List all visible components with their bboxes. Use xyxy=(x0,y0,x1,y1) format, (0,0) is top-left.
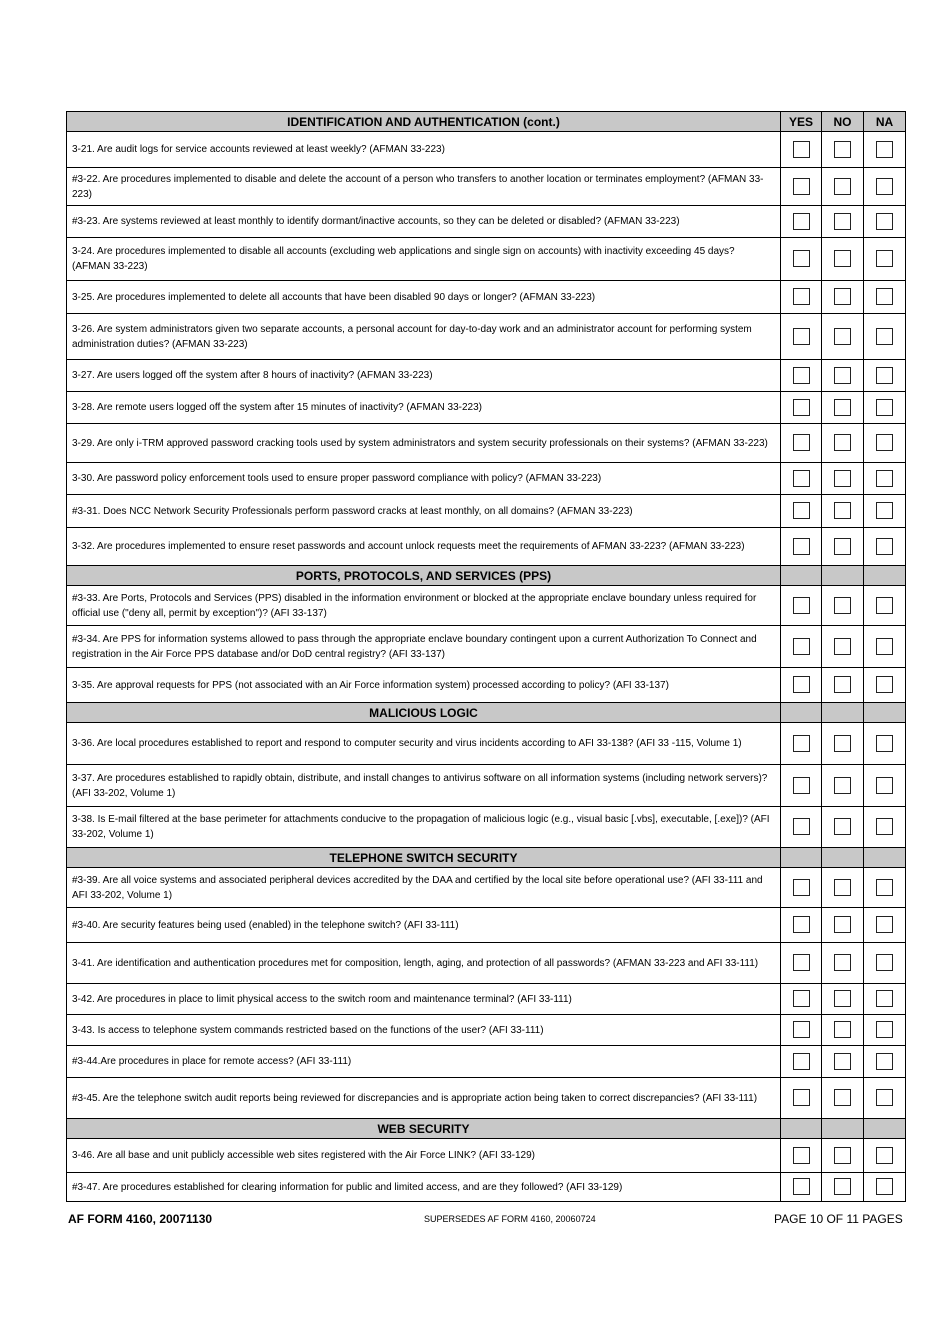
no-cell xyxy=(822,495,864,528)
na-cell xyxy=(864,943,906,984)
question-text: #3-44.Are procedures in place for remote access? (AFI 33-111) xyxy=(67,1046,781,1078)
question-row xyxy=(67,626,906,668)
question-text: 3-35. Are approval requests for PPS (not associated with an Air Force information system) processed according to policy? (AFI 33-137) xyxy=(67,668,781,703)
no-checkbox[interactable] xyxy=(834,818,851,835)
yes-cell xyxy=(781,908,822,943)
yes-checkbox[interactable] xyxy=(793,1178,810,1195)
no-checkbox[interactable] xyxy=(834,502,851,519)
yes-cell xyxy=(781,723,822,765)
question-row xyxy=(67,1173,906,1202)
yes-checkbox[interactable] xyxy=(793,818,810,835)
section-header-cell xyxy=(822,703,864,723)
na-checkbox[interactable] xyxy=(876,879,893,896)
na-checkbox[interactable] xyxy=(876,288,893,305)
no-checkbox[interactable] xyxy=(834,954,851,971)
na-checkbox[interactable] xyxy=(876,434,893,451)
question-row xyxy=(67,281,906,314)
question-text: #3-34. Are PPS for information systems allowed to pass through the appropriate enclave boundary contingent upon a current Authorization To Connect and registration in the Air Force PPS database and/or DoD central registry? (AFI 33-137) xyxy=(67,626,781,668)
section-title: MALICIOUS LOGIC xyxy=(67,703,781,723)
na-checkbox[interactable] xyxy=(876,990,893,1007)
na-cell xyxy=(864,765,906,807)
na-cell xyxy=(864,1139,906,1173)
yes-checkbox[interactable] xyxy=(793,638,810,655)
question-text: #3-40. Are security features being used (enabled) in the telephone switch? (AFI 33-111) xyxy=(67,908,781,943)
question-text: 3-26. Are system administrators given two separate accounts, a personal account for day-to-day work and an administrator account for performing system administration duties? (AFMAN 33-223) xyxy=(67,314,781,360)
na-cell xyxy=(864,807,906,848)
question-row xyxy=(67,495,906,528)
question-row xyxy=(67,723,906,765)
question-text: #3-45. Are the telephone switch audit reports being reviewed for discrepancies and is appropriate action being taken to correct discrepancies? (AFI 33-111) xyxy=(67,1078,781,1119)
section-header-cell xyxy=(781,703,822,723)
question-text: 3-27. Are users logged off the system after 8 hours of inactivity? (AFMAN 33-223) xyxy=(67,360,781,392)
question-text: 3-42. Are procedures in place to limit physical access to the switch room and maintenance terminal? (AFI 33-111) xyxy=(67,984,781,1015)
page-number: PAGE 10 OF 11 PAGES xyxy=(774,1212,903,1226)
na-cell xyxy=(864,1078,906,1119)
na-cell xyxy=(864,281,906,314)
no-cell xyxy=(822,360,864,392)
no-checkbox[interactable] xyxy=(834,1147,851,1164)
no-cell xyxy=(822,908,864,943)
yes-checkbox[interactable] xyxy=(793,1053,810,1070)
yes-cell xyxy=(781,132,822,168)
yes-cell xyxy=(781,206,822,238)
no-checkbox[interactable] xyxy=(834,879,851,896)
section-title: WEB SECURITY xyxy=(67,1119,781,1139)
na-checkbox[interactable] xyxy=(876,735,893,752)
no-cell xyxy=(822,765,864,807)
yes-checkbox[interactable] xyxy=(793,250,810,267)
no-checkbox[interactable] xyxy=(834,178,851,195)
question-text: 3-21. Are audit logs for service accounts reviewed at least weekly? (AFMAN 33-223) xyxy=(67,132,781,168)
no-cell xyxy=(822,1078,864,1119)
na-checkbox[interactable] xyxy=(876,1089,893,1106)
na-cell xyxy=(864,626,906,668)
question-row xyxy=(67,392,906,424)
yes-cell xyxy=(781,668,822,703)
na-cell xyxy=(864,463,906,495)
no-column-header: NO xyxy=(822,112,864,132)
no-cell xyxy=(822,1015,864,1046)
section-header-cell xyxy=(864,566,906,586)
yes-checkbox[interactable] xyxy=(793,990,810,1007)
question-text: #3-39. Are all voice systems and associated peripheral devices accredited by the DAA and certified by the local site before operational use? (AFI 33-111 and AFI 33-202, Volume 1) xyxy=(67,868,781,908)
yes-checkbox[interactable] xyxy=(793,502,810,519)
section-header-row xyxy=(67,1119,906,1139)
section-header-cell xyxy=(781,1119,822,1139)
no-checkbox[interactable] xyxy=(834,470,851,487)
na-cell xyxy=(864,586,906,626)
no-checkbox[interactable] xyxy=(834,1021,851,1038)
no-cell xyxy=(822,528,864,566)
no-checkbox[interactable] xyxy=(834,1178,851,1195)
question-row xyxy=(67,1015,906,1046)
na-checkbox[interactable] xyxy=(876,1021,893,1038)
question-row xyxy=(67,1078,906,1119)
yes-checkbox[interactable] xyxy=(793,954,810,971)
no-checkbox[interactable] xyxy=(834,141,851,158)
section-header-cell xyxy=(781,848,822,868)
na-checkbox[interactable] xyxy=(876,250,893,267)
no-checkbox[interactable] xyxy=(834,1089,851,1106)
question-row xyxy=(67,168,906,206)
no-checkbox[interactable] xyxy=(834,916,851,933)
na-cell xyxy=(864,495,906,528)
no-cell xyxy=(822,1046,864,1078)
yes-checkbox[interactable] xyxy=(793,470,810,487)
question-row xyxy=(67,943,906,984)
na-cell xyxy=(864,168,906,206)
no-checkbox[interactable] xyxy=(834,1053,851,1070)
na-cell xyxy=(864,723,906,765)
no-cell xyxy=(822,807,864,848)
na-cell xyxy=(864,868,906,908)
na-cell xyxy=(864,314,906,360)
no-cell xyxy=(822,668,864,703)
yes-cell xyxy=(781,765,822,807)
yes-cell xyxy=(781,392,822,424)
yes-checkbox[interactable] xyxy=(793,178,810,195)
yes-checkbox[interactable] xyxy=(793,735,810,752)
no-checkbox[interactable] xyxy=(834,213,851,230)
no-cell xyxy=(822,626,864,668)
no-cell xyxy=(822,424,864,463)
no-cell xyxy=(822,168,864,206)
na-cell xyxy=(864,668,906,703)
na-cell xyxy=(864,206,906,238)
no-checkbox[interactable] xyxy=(834,538,851,555)
question-text: 3-43. Is access to telephone system commands restricted based on the functions of the user? (AFI 33-111) xyxy=(67,1015,781,1046)
no-cell xyxy=(822,132,864,168)
section-header-cell xyxy=(822,848,864,868)
na-cell xyxy=(864,424,906,463)
question-row xyxy=(67,668,906,703)
no-cell xyxy=(822,1139,864,1173)
yes-cell xyxy=(781,586,822,626)
na-cell xyxy=(864,1015,906,1046)
na-checkbox[interactable] xyxy=(876,916,893,933)
na-checkbox[interactable] xyxy=(876,367,893,384)
section-header-cell xyxy=(864,1119,906,1139)
no-checkbox[interactable] xyxy=(834,250,851,267)
question-row xyxy=(67,1046,906,1078)
question-text: 3-30. Are password policy enforcement tools used to ensure proper password compliance with policy? (AFMAN 33-223) xyxy=(67,463,781,495)
yes-cell xyxy=(781,943,822,984)
na-cell xyxy=(864,238,906,281)
na-checkbox[interactable] xyxy=(876,954,893,971)
question-row xyxy=(67,132,906,168)
na-checkbox[interactable] xyxy=(876,676,893,693)
na-cell xyxy=(864,528,906,566)
no-cell xyxy=(822,723,864,765)
yes-checkbox[interactable] xyxy=(793,597,810,614)
yes-cell xyxy=(781,528,822,566)
na-cell xyxy=(864,1173,906,1202)
yes-checkbox[interactable] xyxy=(793,399,810,416)
na-checkbox[interactable] xyxy=(876,399,893,416)
yes-checkbox[interactable] xyxy=(793,288,810,305)
yes-cell xyxy=(781,807,822,848)
no-checkbox[interactable] xyxy=(834,288,851,305)
question-text: 3-37. Are procedures established to rapidly obtain, distribute, and install changes to antivirus software on all information systems (including network servers)? (AFI 33-202, Volume 1) xyxy=(67,765,781,807)
yes-cell xyxy=(781,168,822,206)
yes-checkbox[interactable] xyxy=(793,676,810,693)
yes-checkbox[interactable] xyxy=(793,434,810,451)
na-cell xyxy=(864,1046,906,1078)
no-checkbox[interactable] xyxy=(834,399,851,416)
question-text: 3-28. Are remote users logged off the system after 15 minutes of inactivity? (AFMAN 33-223) xyxy=(67,392,781,424)
yes-checkbox[interactable] xyxy=(793,1147,810,1164)
yes-cell xyxy=(781,1173,822,1202)
question-text: #3-22. Are procedures implemented to disable and delete the account of a person who transfers to another location or terminates employment? (AFMAN 33-223) xyxy=(67,168,781,206)
yes-cell xyxy=(781,984,822,1015)
yes-cell xyxy=(781,281,822,314)
checklist-table xyxy=(66,111,906,1202)
no-cell xyxy=(822,463,864,495)
yes-cell xyxy=(781,424,822,463)
question-text: 3-36. Are local procedures established to report and respond to computer security and virus incidents according to AFI 33-138? (AFI 33 -115, Volume 1) xyxy=(67,723,781,765)
yes-checkbox[interactable] xyxy=(793,1021,810,1038)
yes-checkbox[interactable] xyxy=(793,777,810,794)
question-row xyxy=(67,206,906,238)
question-text: 3-25. Are procedures implemented to delete all accounts that have been disabled 90 days or longer? (AFMAN 33-223) xyxy=(67,281,781,314)
na-checkbox[interactable] xyxy=(876,1053,893,1070)
yes-cell xyxy=(781,463,822,495)
question-row xyxy=(67,528,906,566)
question-text: 3-38. Is E-mail filtered at the base perimeter for attachments conducive to the propagation of malicious logic (e.g., visual basic [.vbs], executable, [.exe])? (AFI 33-202, Volume 1) xyxy=(67,807,781,848)
header-row xyxy=(67,112,906,132)
question-row xyxy=(67,238,906,281)
na-checkbox[interactable] xyxy=(876,777,893,794)
question-text: 3-29. Are only i-TRM approved password cracking tools used by system administrators and system security professionals on their systems? (AFMAN 33-223) xyxy=(67,424,781,463)
no-cell xyxy=(822,984,864,1015)
section-title: PORTS, PROTOCOLS, AND SERVICES (PPS) xyxy=(67,566,781,586)
no-checkbox[interactable] xyxy=(834,367,851,384)
no-checkbox[interactable] xyxy=(834,990,851,1007)
question-text: 3-46. Are all base and unit publicly accessible web sites registered with the Air Force LINK? (AFI 33-129) xyxy=(67,1139,781,1173)
supersedes-note: SUPERSEDES AF FORM 4160, 20060724 xyxy=(424,1214,596,1224)
section-header-row xyxy=(67,703,906,723)
na-checkbox[interactable] xyxy=(876,1147,893,1164)
yes-checkbox[interactable] xyxy=(793,916,810,933)
question-row xyxy=(67,984,906,1015)
question-row xyxy=(67,1139,906,1173)
yes-checkbox[interactable] xyxy=(793,367,810,384)
question-row xyxy=(67,908,906,943)
yes-cell xyxy=(781,868,822,908)
section-header-cell xyxy=(822,1119,864,1139)
no-cell xyxy=(822,314,864,360)
na-cell xyxy=(864,392,906,424)
yes-cell xyxy=(781,1078,822,1119)
no-checkbox[interactable] xyxy=(834,328,851,345)
yes-checkbox[interactable] xyxy=(793,141,810,158)
question-text: 3-24. Are procedures implemented to disable all accounts (excluding web applications and single sign on accounts) with inactivity exceeding 45 days? (AFMAN 33-223) xyxy=(67,238,781,281)
question-text: #3-23. Are systems reviewed at least monthly to identify dormant/inactive accounts, so they can be deleted or disabled? (AFMAN 33-223) xyxy=(67,206,781,238)
no-checkbox[interactable] xyxy=(834,638,851,655)
yes-cell xyxy=(781,626,822,668)
section-title: IDENTIFICATION AND AUTHENTICATION (cont.) xyxy=(67,112,781,132)
yes-checkbox[interactable] xyxy=(793,879,810,896)
question-row xyxy=(67,586,906,626)
no-checkbox[interactable] xyxy=(834,735,851,752)
no-checkbox[interactable] xyxy=(834,597,851,614)
yes-cell xyxy=(781,1139,822,1173)
question-row xyxy=(67,765,906,807)
question-row xyxy=(67,424,906,463)
no-cell xyxy=(822,392,864,424)
no-checkbox[interactable] xyxy=(834,434,851,451)
na-checkbox[interactable] xyxy=(876,638,893,655)
yes-column-header: YES xyxy=(781,112,822,132)
na-checkbox[interactable] xyxy=(876,213,893,230)
na-checkbox[interactable] xyxy=(876,538,893,555)
na-checkbox[interactable] xyxy=(876,1178,893,1195)
question-row xyxy=(67,463,906,495)
yes-cell xyxy=(781,360,822,392)
yes-cell xyxy=(781,238,822,281)
no-cell xyxy=(822,943,864,984)
section-header-cell xyxy=(864,703,906,723)
yes-checkbox[interactable] xyxy=(793,1089,810,1106)
section-header-cell xyxy=(781,566,822,586)
section-header-row xyxy=(67,566,906,586)
na-checkbox[interactable] xyxy=(876,141,893,158)
section-title: TELEPHONE SWITCH SECURITY xyxy=(67,848,781,868)
question-row xyxy=(67,314,906,360)
na-cell xyxy=(864,984,906,1015)
no-cell xyxy=(822,1173,864,1202)
section-header-cell xyxy=(864,848,906,868)
question-text: #3-47. Are procedures established for clearing information for public and limited access, and are they followed? (AFI 33-129) xyxy=(67,1173,781,1202)
question-text: 3-41. Are identification and authentication procedures met for composition, length, aging, and protection of all passwords? (AFMAN 33-223 and AFI 33-111) xyxy=(67,943,781,984)
yes-cell xyxy=(781,1015,822,1046)
no-cell xyxy=(822,586,864,626)
na-cell xyxy=(864,132,906,168)
na-checkbox[interactable] xyxy=(876,470,893,487)
na-checkbox[interactable] xyxy=(876,328,893,345)
question-text: #3-33. Are Ports, Protocols and Services (PPS) disabled in the information environment or blocked at the appropriate enclave boundary unless required for official use ("deny all, permit by exception")? (AFI 33-137) xyxy=(67,586,781,626)
question-row xyxy=(67,868,906,908)
na-cell xyxy=(864,360,906,392)
na-checkbox[interactable] xyxy=(876,818,893,835)
no-checkbox[interactable] xyxy=(834,676,851,693)
na-checkbox[interactable] xyxy=(876,178,893,195)
question-text: #3-31. Does NCC Network Security Professionals perform password cracks at least monthly, on all domains? (AFMAN 33-223) xyxy=(67,495,781,528)
na-cell xyxy=(864,908,906,943)
form-id: AF FORM 4160, 20071130 xyxy=(68,1212,213,1226)
yes-checkbox[interactable] xyxy=(793,213,810,230)
question-row xyxy=(67,360,906,392)
na-checkbox[interactable] xyxy=(876,502,893,519)
yes-cell xyxy=(781,1046,822,1078)
yes-checkbox[interactable] xyxy=(793,328,810,345)
no-cell xyxy=(822,281,864,314)
question-row xyxy=(67,807,906,848)
no-cell xyxy=(822,238,864,281)
yes-cell xyxy=(781,495,822,528)
section-header-row xyxy=(67,848,906,868)
yes-cell xyxy=(781,314,822,360)
yes-checkbox[interactable] xyxy=(793,538,810,555)
no-cell xyxy=(822,868,864,908)
no-checkbox[interactable] xyxy=(834,777,851,794)
na-column-header: NA xyxy=(864,112,906,132)
no-cell xyxy=(822,206,864,238)
section-header-cell xyxy=(822,566,864,586)
na-checkbox[interactable] xyxy=(876,597,893,614)
question-text: 3-32. Are procedures implemented to ensure reset passwords and account unlock requests meet the requirements of AFMAN 33-223? (AFMAN 33-223) xyxy=(67,528,781,566)
